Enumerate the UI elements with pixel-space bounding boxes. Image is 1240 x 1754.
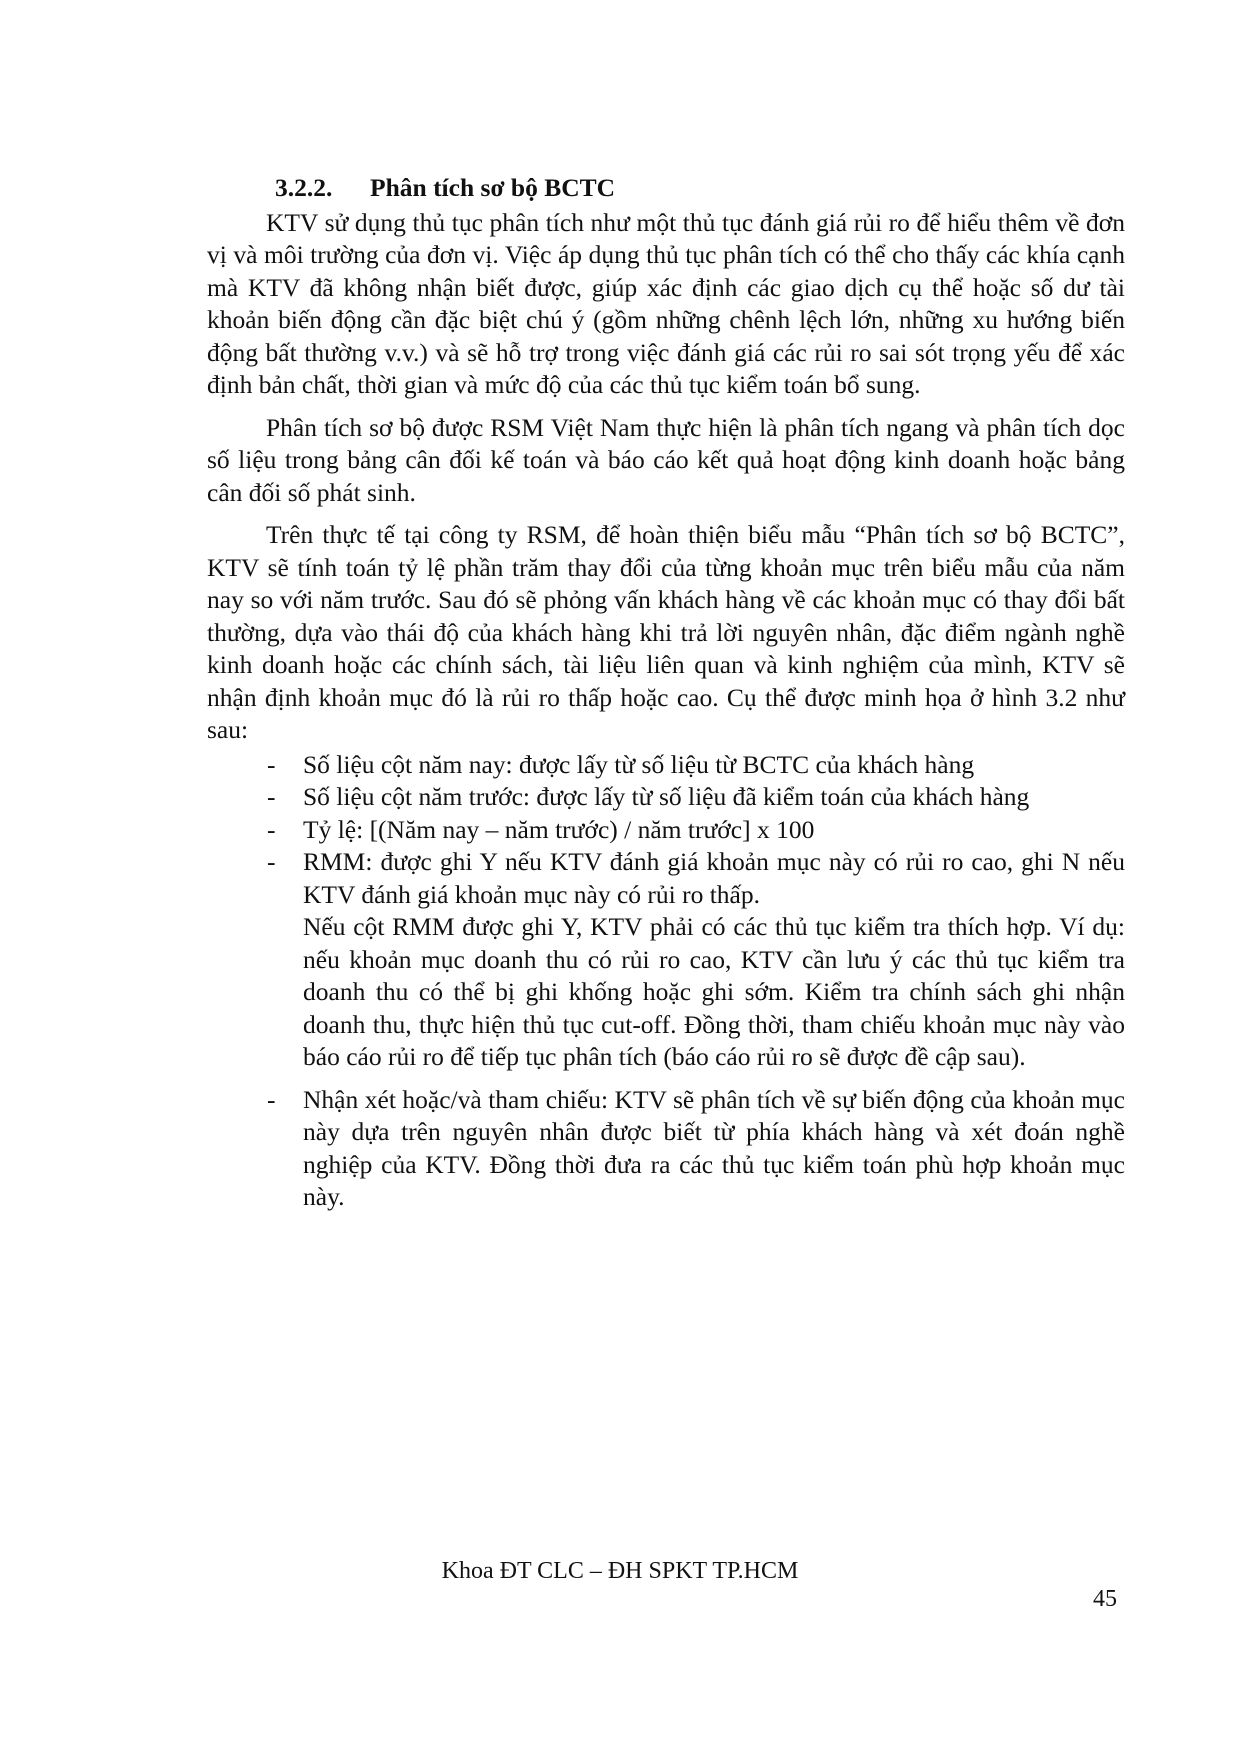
- list-item: [267, 846, 1125, 1074]
- bullet-marker: -: [267, 782, 276, 811]
- list-item-text: Số liệu cột năm nay: được lấy từ số liệu từ BCTC của khách hàng: [303, 749, 975, 779]
- bullet-marker: -: [267, 814, 276, 844]
- page-footer: Khoa ĐT CLC – ĐH SPKT TP.HCM: [441, 1558, 799, 1584]
- list-item: [267, 749, 1125, 782]
- section-number: 3.2.2.: [275, 173, 333, 202]
- list-item-extra-text: Nếu cột RMM được ghi Y, KTV phải có các thủ tục kiểm tra thích hợp. Ví dụ: nếu khoản mục doanh thu có rủi ro cao, KTV cần lưu ý các thủ tục kiểm tra doanh thu có thể bị ghi khống hoặc ghi sớm. Kiểm tra chính sách ghi nhận doanh thu, thực hiện thủ tục cut-off. Đồng thời, tham chiếu khoản mục này vào báo cáo rủi ro để tiếp tục phân tích (báo cáo rủi ro sẽ được đề cập sau).: [303, 912, 1125, 1071]
- section-heading: [207, 172, 1125, 205]
- bullet-marker: -: [267, 1084, 276, 1114]
- paragraph-practice: Trên thực tế tại công ty RSM, để hoàn thiện biểu mẫu “Phân tích sơ bộ BCTC”, KTV sẽ tính toán tỷ lệ phần trăm thay đổi của từng khoản mục trên biểu mẫu của năm nay so với năm trước. Sau đó sẽ phỏng vấn khách hàng về các khoản mục có thay đổi bất thường, dựa vào thái độ của khách hàng khi trả lời nguyên nhân, đặc điểm ngành nghề kinh doanh hoặc các chính sách, tài liệu liên quan và kinh nghiệm của mình, KTV sẽ nhận định khoản mục đó là rủi ro thấp hoặc cao. Cụ thể được minh họa ở hình 3.2 như sau:: [207, 520, 1125, 744]
- paragraph-intro: KTV sử dụng thủ tục phân tích như một thủ tục đánh giá rủi ro để hiểu thêm về đơn vị và môi trường của đơn vị. Việc áp dụng thủ tục phân tích có thể cho thấy các khía cạnh mà KTV đã không nhận biết được, giúp xác định các giao dịch cụ thể hoặc số dư tài khoản biến động cần đặc biệt chú ý (gồm những chênh lệch lớn, những xu hướng biến động bất thường v.v.) và sẽ hỗ trợ trong việc đánh giá các rủi ro sai sót trọng yếu để xác định bản chất, thời gian và mức độ của các thủ tục kiểm toán bổ sung.: [207, 207, 1125, 399]
- list-item: [267, 814, 1125, 847]
- list-item-text: Tỷ lệ: [(Năm nay – năm trước) / năm trước] x 100: [303, 814, 815, 844]
- page-number: 45: [1093, 1586, 1117, 1612]
- section-title: Phân tích sơ bộ BCTC: [370, 173, 616, 202]
- list-item-text: RMM: được ghi Y nếu KTV đánh giá khoản mục này có rủi ro cao, ghi N nếu KTV đánh giá khoản mục này có rủi ro thấp.: [303, 847, 1125, 909]
- paragraph-rsm-analysis: Phân tích sơ bộ được RSM Việt Nam thực hiện là phân tích ngang và phân tích dọc số liệu trong bảng cân đối kế toán và báo cáo kết quả hoạt động kinh doanh hoặc bảng cân đối số phát sinh.: [207, 412, 1125, 507]
- list-item: [267, 781, 1125, 814]
- list-item: [267, 1084, 1125, 1214]
- bullet-marker: -: [267, 847, 276, 876]
- bullet-marker: -: [267, 749, 276, 779]
- bullet-list: [207, 749, 1125, 1214]
- page-body: [207, 172, 1125, 1214]
- list-item-text: Số liệu cột năm trước: được lấy từ số liệu đã kiểm toán của khách hàng: [303, 782, 1030, 811]
- list-item-text: Nhận xét hoặc/và tham chiếu: KTV sẽ phân tích về sự biến động của khoản mục này dựa trên nguyên nhân được biết từ phía khách hàng và xét đoán nghề nghiệp của KTV. Đồng thời đưa ra các thủ tục kiểm toán phù hợp khoản mục này.: [303, 1084, 1125, 1211]
